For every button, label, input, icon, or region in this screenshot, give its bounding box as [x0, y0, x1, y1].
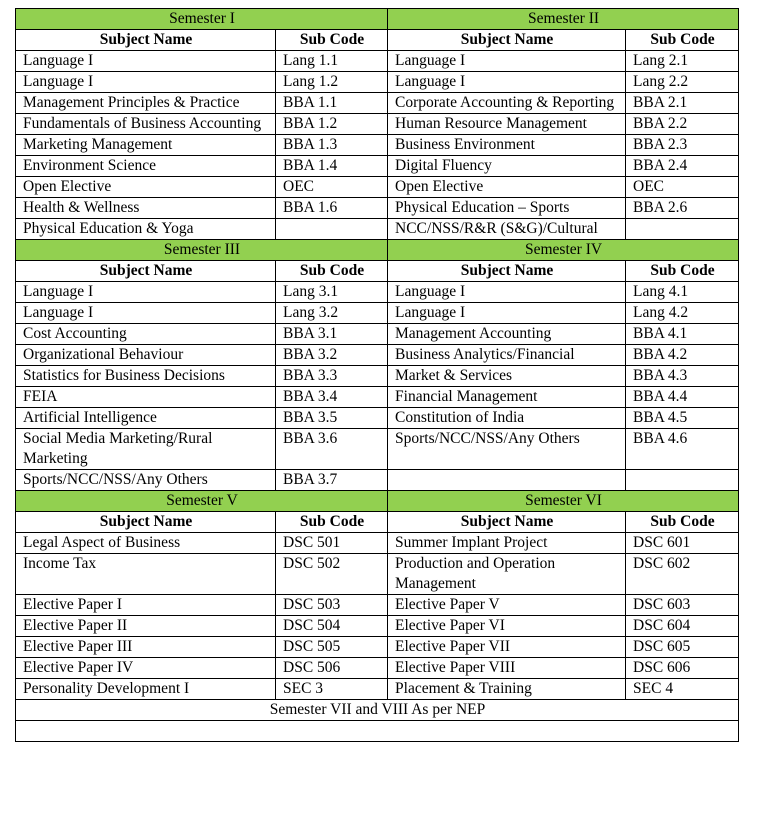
subject-name: Management Principles & Practice [16, 93, 276, 114]
subject-code: Lang 1.2 [276, 72, 388, 93]
semester-title: Semester II [388, 9, 739, 30]
table-row [16, 387, 739, 408]
table-row [16, 303, 739, 324]
subject-code: DSC 505 [276, 637, 388, 658]
subject-code: DSC 601 [626, 533, 739, 554]
subject-name: Language I [388, 72, 626, 93]
table-row [16, 51, 739, 72]
subject-name: Production and Operation Management [388, 554, 626, 595]
subject-code: BBA 3.5 [276, 408, 388, 429]
blank-cell [16, 721, 739, 742]
subject-code: Lang 2.2 [626, 72, 739, 93]
column-header-sub-code: Sub Code [276, 512, 388, 533]
subject-name: Language I [16, 51, 276, 72]
subject-code: BBA 1.1 [276, 93, 388, 114]
subject-code: BBA 2.4 [626, 156, 739, 177]
subject-code: BBA 3.2 [276, 345, 388, 366]
subject-code [626, 470, 739, 491]
subject-name: Human Resource Management [388, 114, 626, 135]
table-row [16, 93, 739, 114]
footer-row [16, 700, 739, 721]
subject-code: Lang 3.1 [276, 282, 388, 303]
subject-name: Corporate Accounting & Reporting [388, 93, 626, 114]
subject-code: Lang 4.2 [626, 303, 739, 324]
semester-title: Semester III [16, 240, 388, 261]
column-header-sub-code: Sub Code [626, 261, 739, 282]
subject-name: Sports/NCC/NSS/Any Others [388, 429, 626, 470]
subject-name: Summer Implant Project [388, 533, 626, 554]
subject-code: SEC 3 [276, 679, 388, 700]
column-header-subject-name: Subject Name [16, 512, 276, 533]
subject-name: Personality Development I [16, 679, 276, 700]
table-row [16, 345, 739, 366]
blank-row [16, 721, 739, 742]
subject-code: BBA 2.6 [626, 198, 739, 219]
subject-code: DSC 501 [276, 533, 388, 554]
column-header-subject-name: Subject Name [16, 30, 276, 51]
subject-code: DSC 603 [626, 595, 739, 616]
table-row [16, 114, 739, 135]
column-header-sub-code: Sub Code [276, 261, 388, 282]
subject-name: FEIA [16, 387, 276, 408]
semester-header-row [16, 240, 739, 261]
column-header-subject-name: Subject Name [388, 30, 626, 51]
subject-code: BBA 2.1 [626, 93, 739, 114]
subject-name [388, 470, 626, 491]
subject-code: BBA 4.5 [626, 408, 739, 429]
column-header-row [16, 30, 739, 51]
subject-name: Physical Education & Yoga [16, 219, 276, 240]
subject-code: DSC 606 [626, 658, 739, 679]
subject-code: OEC [276, 177, 388, 198]
syllabus-body [16, 9, 739, 742]
semester-header-row [16, 9, 739, 30]
subject-name: Financial Management [388, 387, 626, 408]
subject-code: BBA 4.6 [626, 429, 739, 470]
subject-name: Elective Paper VI [388, 616, 626, 637]
semester-title: Semester IV [388, 240, 739, 261]
subject-code: BBA 3.6 [276, 429, 388, 470]
subject-name: Open Elective [388, 177, 626, 198]
table-row [16, 135, 739, 156]
subject-code: OEC [626, 177, 739, 198]
subject-code: BBA 3.1 [276, 324, 388, 345]
semester-header-row [16, 491, 739, 512]
table-row [16, 198, 739, 219]
subject-name: Organizational Behaviour [16, 345, 276, 366]
column-header-sub-code: Sub Code [626, 30, 739, 51]
subject-code: DSC 503 [276, 595, 388, 616]
table-row [16, 324, 739, 345]
table-row [16, 156, 739, 177]
subject-name: Language I [388, 282, 626, 303]
table-row [16, 595, 739, 616]
subject-code: Lang 4.1 [626, 282, 739, 303]
footer-note: Semester VII and VIII As per NEP [16, 700, 739, 721]
table-row [16, 470, 739, 491]
subject-name: Language I [16, 282, 276, 303]
subject-name: NCC/NSS/R&R (S&G)/Cultural [388, 219, 626, 240]
column-header-subject-name: Subject Name [388, 261, 626, 282]
column-header-row [16, 261, 739, 282]
subject-name: Income Tax [16, 554, 276, 595]
subject-name: Language I [388, 51, 626, 72]
subject-code [626, 219, 739, 240]
subject-name: Health & Wellness [16, 198, 276, 219]
subject-name: Social Media Marketing/Rural Marketing [16, 429, 276, 470]
table-row [16, 429, 739, 470]
semester-title: Semester I [16, 9, 388, 30]
table-row [16, 533, 739, 554]
subject-code: BBA 3.3 [276, 366, 388, 387]
subject-name: Elective Paper V [388, 595, 626, 616]
subject-code: BBA 1.3 [276, 135, 388, 156]
subject-name: Open Elective [16, 177, 276, 198]
subject-code: BBA 3.4 [276, 387, 388, 408]
subject-code: SEC 4 [626, 679, 739, 700]
subject-name: Statistics for Business Decisions [16, 366, 276, 387]
table-row [16, 679, 739, 700]
subject-name: Elective Paper II [16, 616, 276, 637]
column-header-sub-code: Sub Code [276, 30, 388, 51]
table-row [16, 282, 739, 303]
subject-code: BBA 1.6 [276, 198, 388, 219]
subject-code: DSC 602 [626, 554, 739, 595]
subject-name: Artificial Intelligence [16, 408, 276, 429]
subject-code: BBA 1.4 [276, 156, 388, 177]
semester-title: Semester VI [388, 491, 739, 512]
subject-name: Legal Aspect of Business [16, 533, 276, 554]
semester-title: Semester V [16, 491, 388, 512]
subject-name: Elective Paper IV [16, 658, 276, 679]
subject-code: DSC 605 [626, 637, 739, 658]
subject-name: Digital Fluency [388, 156, 626, 177]
table-row [16, 554, 739, 595]
subject-code: DSC 604 [626, 616, 739, 637]
subject-code: BBA 3.7 [276, 470, 388, 491]
subject-name: Management Accounting [388, 324, 626, 345]
table-row [16, 408, 739, 429]
subject-code: BBA 4.2 [626, 345, 739, 366]
subject-code: BBA 2.3 [626, 135, 739, 156]
subject-code: Lang 2.1 [626, 51, 739, 72]
table-row [16, 616, 739, 637]
syllabus-table [15, 8, 739, 742]
table-row [16, 658, 739, 679]
subject-code [276, 219, 388, 240]
subject-name: Placement & Training [388, 679, 626, 700]
subject-code: BBA 4.3 [626, 366, 739, 387]
subject-name: Elective Paper VII [388, 637, 626, 658]
subject-name: Elective Paper I [16, 595, 276, 616]
subject-code: BBA 4.1 [626, 324, 739, 345]
subject-name: Sports/NCC/NSS/Any Others [16, 470, 276, 491]
subject-name: Language I [16, 72, 276, 93]
subject-name: Business Analytics/Financial [388, 345, 626, 366]
column-header-row [16, 512, 739, 533]
subject-name: Elective Paper VIII [388, 658, 626, 679]
subject-code: Lang 3.2 [276, 303, 388, 324]
column-header-subject-name: Subject Name [16, 261, 276, 282]
column-header-sub-code: Sub Code [626, 512, 739, 533]
subject-code: DSC 504 [276, 616, 388, 637]
subject-name: Fundamentals of Business Accounting [16, 114, 276, 135]
subject-code: BBA 1.2 [276, 114, 388, 135]
table-row [16, 366, 739, 387]
subject-name: Marketing Management [16, 135, 276, 156]
column-header-subject-name: Subject Name [388, 512, 626, 533]
subject-code: DSC 502 [276, 554, 388, 595]
table-row [16, 177, 739, 198]
subject-name: Elective Paper III [16, 637, 276, 658]
subject-code: BBA 2.2 [626, 114, 739, 135]
subject-code: BBA 4.4 [626, 387, 739, 408]
subject-name: Cost Accounting [16, 324, 276, 345]
subject-name: Physical Education – Sports [388, 198, 626, 219]
subject-name: Constitution of India [388, 408, 626, 429]
subject-name: Language I [388, 303, 626, 324]
subject-name: Environment Science [16, 156, 276, 177]
table-row [16, 637, 739, 658]
subject-code: DSC 506 [276, 658, 388, 679]
table-row [16, 72, 739, 93]
subject-name: Language I [16, 303, 276, 324]
subject-name: Business Environment [388, 135, 626, 156]
table-row [16, 219, 739, 240]
subject-name: Market & Services [388, 366, 626, 387]
subject-code: Lang 1.1 [276, 51, 388, 72]
